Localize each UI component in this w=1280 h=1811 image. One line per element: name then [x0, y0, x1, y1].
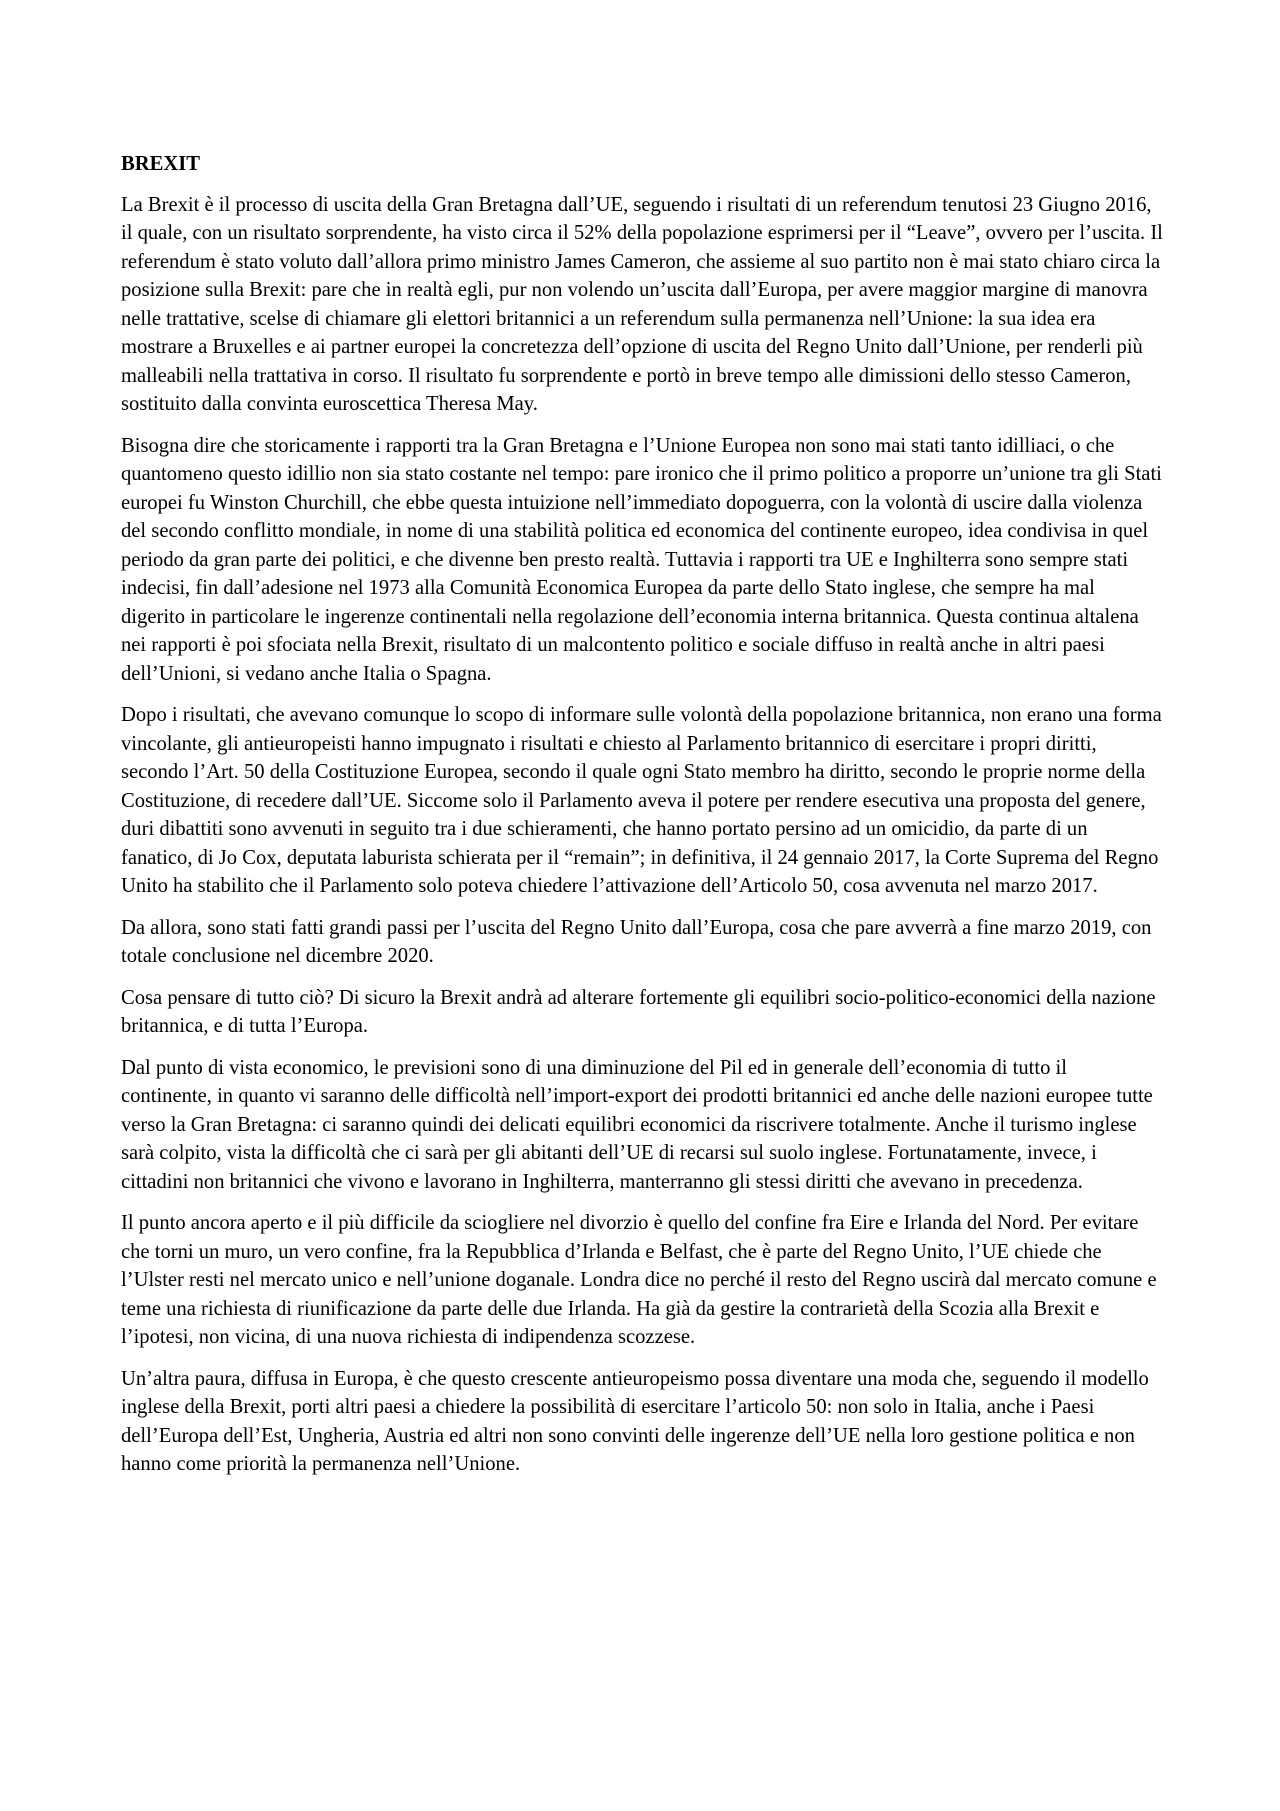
- paragraph-economy: Dal punto di vista economico, le previsioni sono di una diminuzione del Pil ed in generale dell’economia di tutto il continente, in quanto vi saranno delle difficoltà nell’import-export dei prodotti britannici ed anche delle nazioni europee tutte verso la Gran Bretagna: ci saranno quindi dei delicati equilibri economici da riscrivere totalmente. Anche il turismo inglese sarà colpito, vista la difficoltà che ci sarà per gli abitanti dell’UE di recarsi sul suolo inglese. Fortunatamente, invece, i cittadini non britannici che vivono e lavorano in Inghilterra, manterranno gli stessi diritti che avevano in precedenza.: [121, 1056, 1153, 1193]
- paragraph-introduction: La Brexit è il processo di uscita della Gran Bretagna dall’UE, seguendo i risultati di un referendum tenutosi 23 Giugno 2016, il quale, con un risultato sorprendente, ha visto circa il 52% della popolazione esprimersi per il “Leave”, ovvero per l’uscita. Il referendum è stato voluto dall’allora primo ministro James Cameron, che assieme al suo partito non è mai stato chiaro circa la posizione sulla Brexit: pare che in realtà egli, pur non volendo un’uscita dall’Europa, per avere maggior margine di manovra nelle trattative, scelse di chiamare gli elettori britannici a un referendum sulla permanenza nell’Unione: la sua idea era mostrare a Bruxelles e ai partner europei la concretezza dell’opzione di uscita del Regno Unito dall’Unione, per renderli più malleabili nella trattativa in corso. Il risultato fu sorprendente e portò in breve tempo alle dimissioni dello stesso Cameron, sostituito dalla convinta euroscettica Theresa May.: [121, 193, 1163, 415]
- paragraph-timeline: Da allora, sono stati fatti grandi passi per l’uscita del Regno Unito dall’Europa, cosa che pare avverrà a fine marzo 2019, con totale conclusione nel dicembre 2020.: [121, 916, 1152, 967]
- document-body: [121, 150, 1163, 1492]
- paragraph-history: Bisogna dire che storicamente i rapporti tra la Gran Bretagna e l’Unione Europea non sono mai stati tanto idilliaci, o che quantomeno questo idillio non sia stato costante nel tempo: pare ironico che il primo politico a proporre un’unione tra gli Stati europei fu Winston Churchill, che ebbe questa intuizione nell’immediato dopoguerra, con la volontà di uscire dalla violenza del secondo conflitto mondiale, in nome di una stabilità politica ed economica del continente europeo, idea condivisa in quel periodo da gran parte dei politici, e che divenne ben presto realtà. Tuttavia i rapporti tra UE e Inghilterra sono sempre stati indecisi, fin dall’adesione nel 1973 alla Comunità Economica Europea da parte dello Stato inglese, che sempre ha mal digerito in particolare le ingerenze continentali nella regolazione dell’economia interna britannica. Questa continua altalena nei rapporti è poi sfociata nella Brexit, risultato di un malcontento politico e sociale diffuso in realtà anche in altri paesi dell’Unioni, si vedano anche Italia o Spagna.: [121, 434, 1162, 685]
- paragraph-question: Cosa pensare di tutto ciò? Di sicuro la Brexit andrà ad alterare fortemente gli equilibri socio-politico-economici della nazione britannica, e di tutta l’Europa.: [121, 986, 1156, 1037]
- paragraph-irish-border: Il punto ancora aperto e il più difficile da sciogliere nel divorzio è quello del confine fra Eire e Irlanda del Nord. Per evitare che torni un muro, un vero confine, fra la Repubblica d’Irlanda e Belfast, che è parte del Regno Unito, l’UE chiede che l’Ulster resti nel mercato unico e nell’unione doganale. Londra dice no perché il resto del Regno uscirà dal mercato comune e teme una richiesta di riunificazione da parte delle due Irlanda. Ha già da gestire la contrarietà della Scozia alla Brexit e l’ipotesi, non vicina, di una nuova richiesta di indipendenza scozzese.: [121, 1212, 1157, 1348]
- paragraph-anti-europeanism: Un’altra paura, diffusa in Europa, è che questo crescente antieuropeismo possa diventare una moda che, seguendo il modello inglese della Brexit, porti altri paesi a chiedere la possibilità di esercitare l’articolo 50: non solo in Italia, anche i Paesi dell’Europa dell’Est, Ungheria, Austria ed altri non sono convinti delle ingerenze dell’UE nella loro gestione politica e non hanno come priorità la permanenza nell’Unione.: [121, 1367, 1149, 1475]
- paragraph-article-50: Dopo i risultati, che avevano comunque lo scopo di informare sulle volontà della popolazione britannica, non erano una forma vincolante, gli antieuropeisti hanno impugnato i risultati e chiesto al Parlamento britannico di esercitare i propri diritti, secondo l’Art. 50 della Costituzione Europea, secondo il quale ogni Stato membro ha diritto, secondo le proprie norme della Costituzione, di recedere dall’UE. Siccome solo il Parlamento aveva il potere per rendere esecutiva una proposta del genere, duri dibattiti sono avvenuti in seguito tra i due schieramenti, che hanno portato persino ad un omicidio, da parte di un fanatico, di Jo Cox, deputata laburista schierata per il “remain”; in definitiva, il 24 gennaio 2017, la Corte Suprema del Regno Unito ha stabilito che il Parlamento solo poteva chiedere l’attivazione dell’Articolo 50, cosa avvenuta nel marzo 2017.: [121, 704, 1162, 897]
- document-title: BREXIT: [121, 153, 200, 175]
